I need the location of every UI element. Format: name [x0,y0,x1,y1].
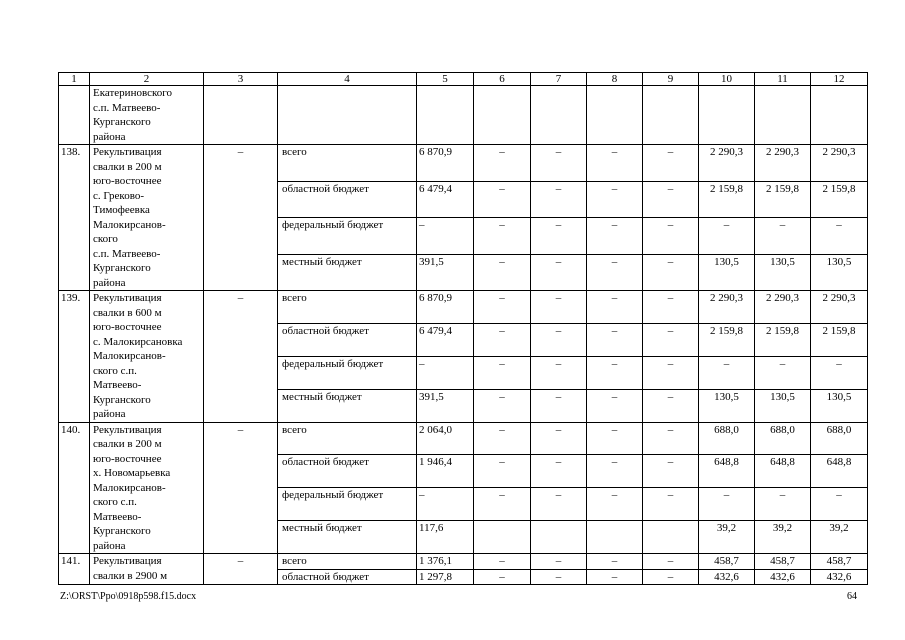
name-line: свалки в 2900 м [93,569,168,582]
value-cell [643,521,699,554]
funding-source: федеральный бюджет [278,356,417,389]
name-line: Матвеево- [93,379,142,391]
empty-cell [643,86,699,145]
value-cell: – [643,422,699,455]
name-line: Екатериновского [93,87,172,99]
funding-source: местный бюджет [278,521,417,554]
column-number: 4 [278,73,417,86]
value-cell: 458,7 [699,554,755,570]
table-row [59,145,868,182]
value-cell: – [531,389,587,422]
value-cell: – [587,323,643,356]
value-cell: – [643,455,699,488]
value-total: 1 946,4 [417,455,474,488]
value-cell: – [699,218,755,255]
name-line: свалки в 200 м [93,438,162,450]
column-number: 12 [811,73,868,86]
value-cell: – [587,181,643,218]
value-cell: – [474,554,531,570]
name-line: Малокирсанов- [93,481,166,494]
value-cell: 458,7 [755,554,811,570]
value-cell: – [474,569,531,585]
name-line: Курганского [93,116,151,128]
value-total: 6 870,9 [417,291,474,324]
value-cell: 2 159,8 [811,181,868,218]
name-line: с.п. Матвеево- [93,247,161,260]
column-3-cell: – [204,422,278,554]
name-line: юго-восточнее [93,175,162,187]
value-cell: 130,5 [811,389,868,422]
name-line: свалки в 200 м [93,160,162,173]
value-cell: – [811,218,868,255]
value-cell: – [587,291,643,324]
funding-source: областной бюджет [278,181,417,218]
value-cell: 2 159,8 [755,181,811,218]
value-cell: – [531,323,587,356]
value-cell: – [643,254,699,291]
value-cell: – [643,389,699,422]
value-cell: 2 159,8 [699,181,755,218]
value-cell: 130,5 [811,254,868,291]
value-cell: 648,8 [811,455,868,488]
value-cell: 2 159,8 [699,323,755,356]
name-line: ского с.п. [93,364,137,377]
name-line: Рекультивация [93,423,162,436]
value-cell: 432,6 [699,569,755,585]
name-line: юго-восточнее [93,452,162,465]
value-cell [474,521,531,554]
funding-source: всего [278,291,417,324]
object-name-cell [90,554,204,585]
value-cell: 432,6 [755,569,811,585]
name-line: Матвеево- [93,510,142,523]
value-cell: 39,2 [811,521,868,554]
value-cell: – [587,488,643,521]
value-cell: – [755,488,811,521]
value-cell: – [587,254,643,291]
column-3-cell: – [204,291,278,423]
column-number: 9 [643,73,699,86]
value-cell: – [699,356,755,389]
value-cell: – [643,356,699,389]
value-cell: – [474,291,531,324]
value-cell: – [531,569,587,585]
name-line: Рекультивация [93,292,162,304]
column-number: 1 [59,73,90,86]
column-number: 7 [531,73,587,86]
funding-source: областной бюджет [278,323,417,356]
column-number: 6 [474,73,531,86]
value-cell: – [587,389,643,422]
value-cell: – [531,254,587,291]
value-cell: – [531,218,587,255]
funding-source: местный бюджет [278,389,417,422]
value-cell: – [531,554,587,570]
value-cell: – [755,218,811,255]
value-cell: – [474,254,531,291]
value-cell: 2 290,3 [699,291,755,324]
row-number: 141. [59,554,90,585]
name-line: района [93,539,126,552]
empty-cell [699,86,755,145]
funding-source: всего [278,422,417,455]
name-line: Рекультивация [93,146,162,158]
value-cell: 2 159,8 [811,323,868,356]
value-total: 6 479,4 [417,181,474,218]
value-cell: – [643,181,699,218]
value-cell: 2 290,3 [811,291,868,324]
value-total: – [417,488,474,521]
row-number: 140. [59,422,90,554]
column-number: 10 [699,73,755,86]
value-total: – [417,356,474,389]
name-line: района [93,130,126,143]
column-3-cell: – [204,554,278,585]
value-cell: 2 159,8 [755,323,811,356]
name-line: Рекультивация [93,555,162,567]
value-cell: – [587,356,643,389]
name-line: с.п. Матвеево- [93,101,161,114]
value-total: 1 376,1 [417,554,474,570]
value-total: 391,5 [417,389,474,422]
value-cell: – [811,356,868,389]
column-number: 2 [90,73,204,86]
value-cell: – [531,145,587,182]
value-cell: – [531,455,587,488]
value-cell: – [643,218,699,255]
row-number: 138. [59,145,90,291]
object-name-cell [90,291,204,423]
funding-source: всего [278,145,417,182]
empty-cell [811,86,868,145]
value-total: 6 870,9 [417,145,474,182]
name-line: Курганского [93,393,151,406]
value-cell: – [474,218,531,255]
funding-source: федеральный бюджет [278,488,417,521]
value-total: 6 479,4 [417,323,474,356]
continuation-row [59,86,868,145]
name-line: района [93,276,126,289]
empty-cell [417,86,474,145]
value-cell: 688,0 [811,422,868,455]
value-cell: 432,6 [811,569,868,585]
value-cell: – [643,554,699,570]
value-cell: 2 290,3 [755,145,811,182]
value-cell: 39,2 [699,521,755,554]
value-cell: – [531,488,587,521]
object-name-cell [90,145,204,291]
column-number: 5 [417,73,474,86]
object-name-cell [90,422,204,554]
column-number: 11 [755,73,811,86]
value-cell: – [474,455,531,488]
value-cell: – [474,181,531,218]
value-total: 1 297,8 [417,569,474,585]
funding-source: областной бюджет [278,455,417,488]
funding-source: местный бюджет [278,254,417,291]
value-cell: – [699,488,755,521]
value-cell: 648,8 [755,455,811,488]
value-cell: – [811,488,868,521]
file-path-footer: Z:\ORST\Ppo\0918p598.f15.docx [60,591,197,602]
value-total: – [417,218,474,255]
value-cell: 458,7 [811,554,868,570]
value-cell: 688,0 [699,422,755,455]
value-cell: – [474,389,531,422]
value-cell: – [587,569,643,585]
name-line: Малокирсанов- [93,350,166,362]
empty-cell [531,86,587,145]
value-cell: – [531,291,587,324]
value-cell: 39,2 [755,521,811,554]
value-cell: – [643,291,699,324]
name-line: с. Малокирсановка [93,335,183,348]
name-line: Курганского [93,262,151,274]
object-name-cell [90,86,204,145]
page-number: 64 [847,591,857,602]
value-cell: 2 290,3 [699,145,755,182]
value-cell: – [587,455,643,488]
value-cell: 2 290,3 [811,145,868,182]
row-number-cell [59,86,90,145]
value-cell: – [474,323,531,356]
table-row [59,554,868,570]
empty-cell [278,86,417,145]
empty-cell [755,86,811,145]
empty-cell [204,86,278,145]
value-total: 2 064,0 [417,422,474,455]
empty-cell [587,86,643,145]
value-cell: – [643,488,699,521]
value-cell: – [587,145,643,182]
value-total: 117,6 [417,521,474,554]
value-cell: – [474,422,531,455]
value-cell: – [531,181,587,218]
table-row [59,291,868,324]
value-cell [531,521,587,554]
name-line: Тимофеевка [93,204,150,216]
value-cell: – [531,356,587,389]
budget-table [58,72,868,585]
name-line: Курганского [93,525,151,537]
value-cell: – [587,422,643,455]
name-line: района [93,408,126,420]
value-cell: – [643,323,699,356]
value-cell: 130,5 [699,254,755,291]
value-cell: – [643,569,699,585]
name-line: х. Новомарьевка [93,467,171,479]
name-line: юго-восточнее [93,321,162,333]
value-cell: 2 290,3 [755,291,811,324]
name-line: с. Греково- [93,189,144,202]
column-number-row [59,73,868,86]
empty-cell [474,86,531,145]
value-cell [587,521,643,554]
table-row [59,422,868,455]
value-cell: 130,5 [699,389,755,422]
value-cell: – [755,356,811,389]
name-line: ского с.п. [93,496,137,508]
value-cell: – [531,422,587,455]
value-cell: 648,8 [699,455,755,488]
funding-source: федеральный бюджет [278,218,417,255]
funding-source: областной бюджет [278,569,417,585]
column-number: 8 [587,73,643,86]
name-line: свалки в 600 м [93,306,162,319]
value-cell: 130,5 [755,389,811,422]
row-number: 139. [59,291,90,423]
value-cell: – [587,554,643,570]
value-total: 391,5 [417,254,474,291]
column-number: 3 [204,73,278,86]
value-cell: – [474,356,531,389]
value-cell: – [474,488,531,521]
value-cell: – [643,145,699,182]
value-cell: 688,0 [755,422,811,455]
name-line: ского [93,233,118,245]
name-line: Малокирсанов- [93,218,166,231]
value-cell: – [474,145,531,182]
value-cell: 130,5 [755,254,811,291]
funding-source: всего [278,554,417,570]
value-cell: – [587,218,643,255]
column-3-cell: – [204,145,278,291]
